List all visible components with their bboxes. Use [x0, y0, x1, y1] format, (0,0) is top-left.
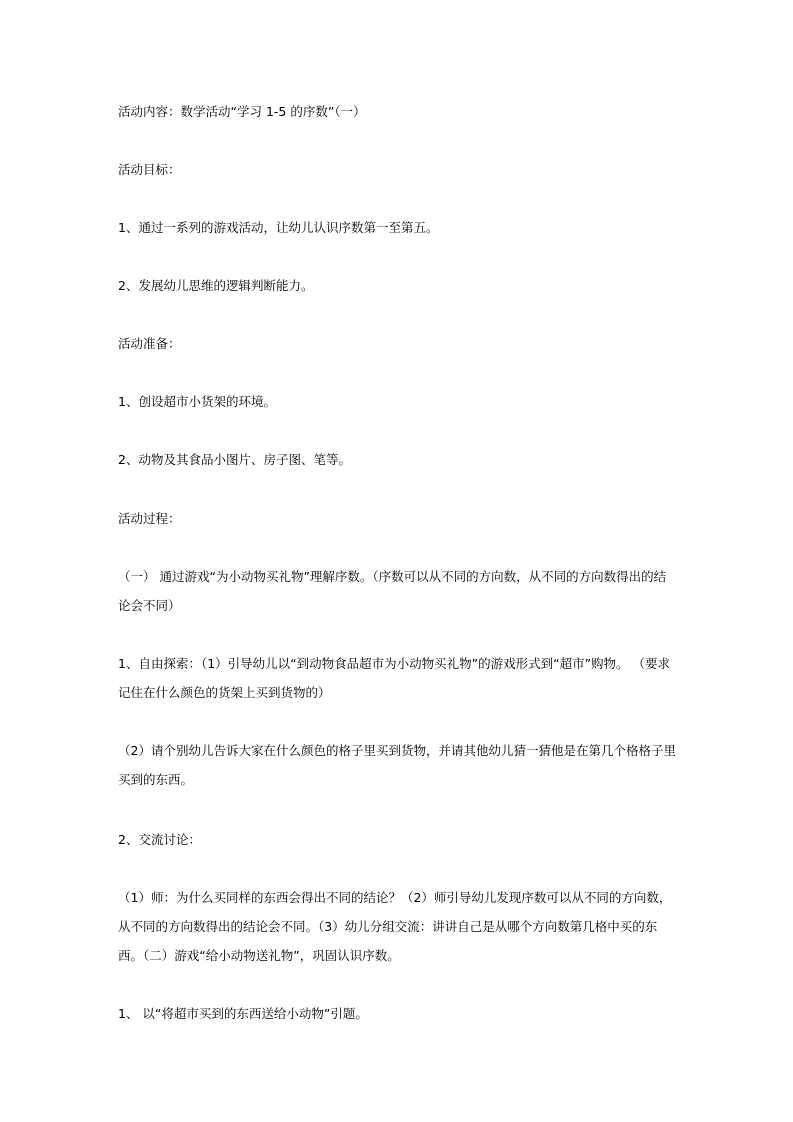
- preparation-2: 2、动物及其食品小图片、房子图、笔等。: [118, 452, 351, 467]
- activity-content: 活动内容：数学活动“学习 1-5 的序数”（一）: [118, 104, 366, 119]
- preparation-heading: 活动准备：: [118, 336, 181, 351]
- individual-report: （2）请个别幼儿告诉大家在什么颜色的格子里买到货物，并请其他幼儿猜一猜他是在第几个格格子里买到的东西。: [118, 743, 676, 787]
- goals-heading: 活动目标：: [118, 162, 181, 177]
- preparation-1: 1、创设超市小货架的环境。: [118, 394, 276, 409]
- goal-1: 1、通过一系列的游戏活动，让幼儿认识序数第一至第五。: [118, 220, 439, 235]
- discussion-content: （1）师：为什么买同样的东西会得出不同的结论？（2）师引导幼儿发现序数可以从不同的方向数，从不同的方向数得出的结论会不同。（3）幼儿分组交流：讲讲自己是从哪个方向数第几格中买的东西。（二）游戏“给小动物送礼物”，巩固认识序数。: [118, 890, 672, 963]
- process-part-1: （一） 通过游戏“为小动物买礼物”理解序数。（序数可以从不同的方向数，从不同的方向数得出的结论会不同）: [118, 569, 667, 613]
- discussion-heading: 2、交流讨论：: [118, 832, 201, 847]
- free-exploration: 1、自由探索：（1）引导幼儿以“到动物食品超市为小动物买礼物”的游戏形式到“超市”购物。 （要求记住在什么颜色的货架上买到货物的）: [118, 656, 671, 700]
- goal-2: 2、发展幼儿思维的逻辑判断能力。: [118, 278, 314, 293]
- process-heading: 活动过程：: [118, 511, 181, 526]
- introduction-step: 1、 以“将超市买到的东西送给小动物”引题。: [118, 1006, 368, 1021]
